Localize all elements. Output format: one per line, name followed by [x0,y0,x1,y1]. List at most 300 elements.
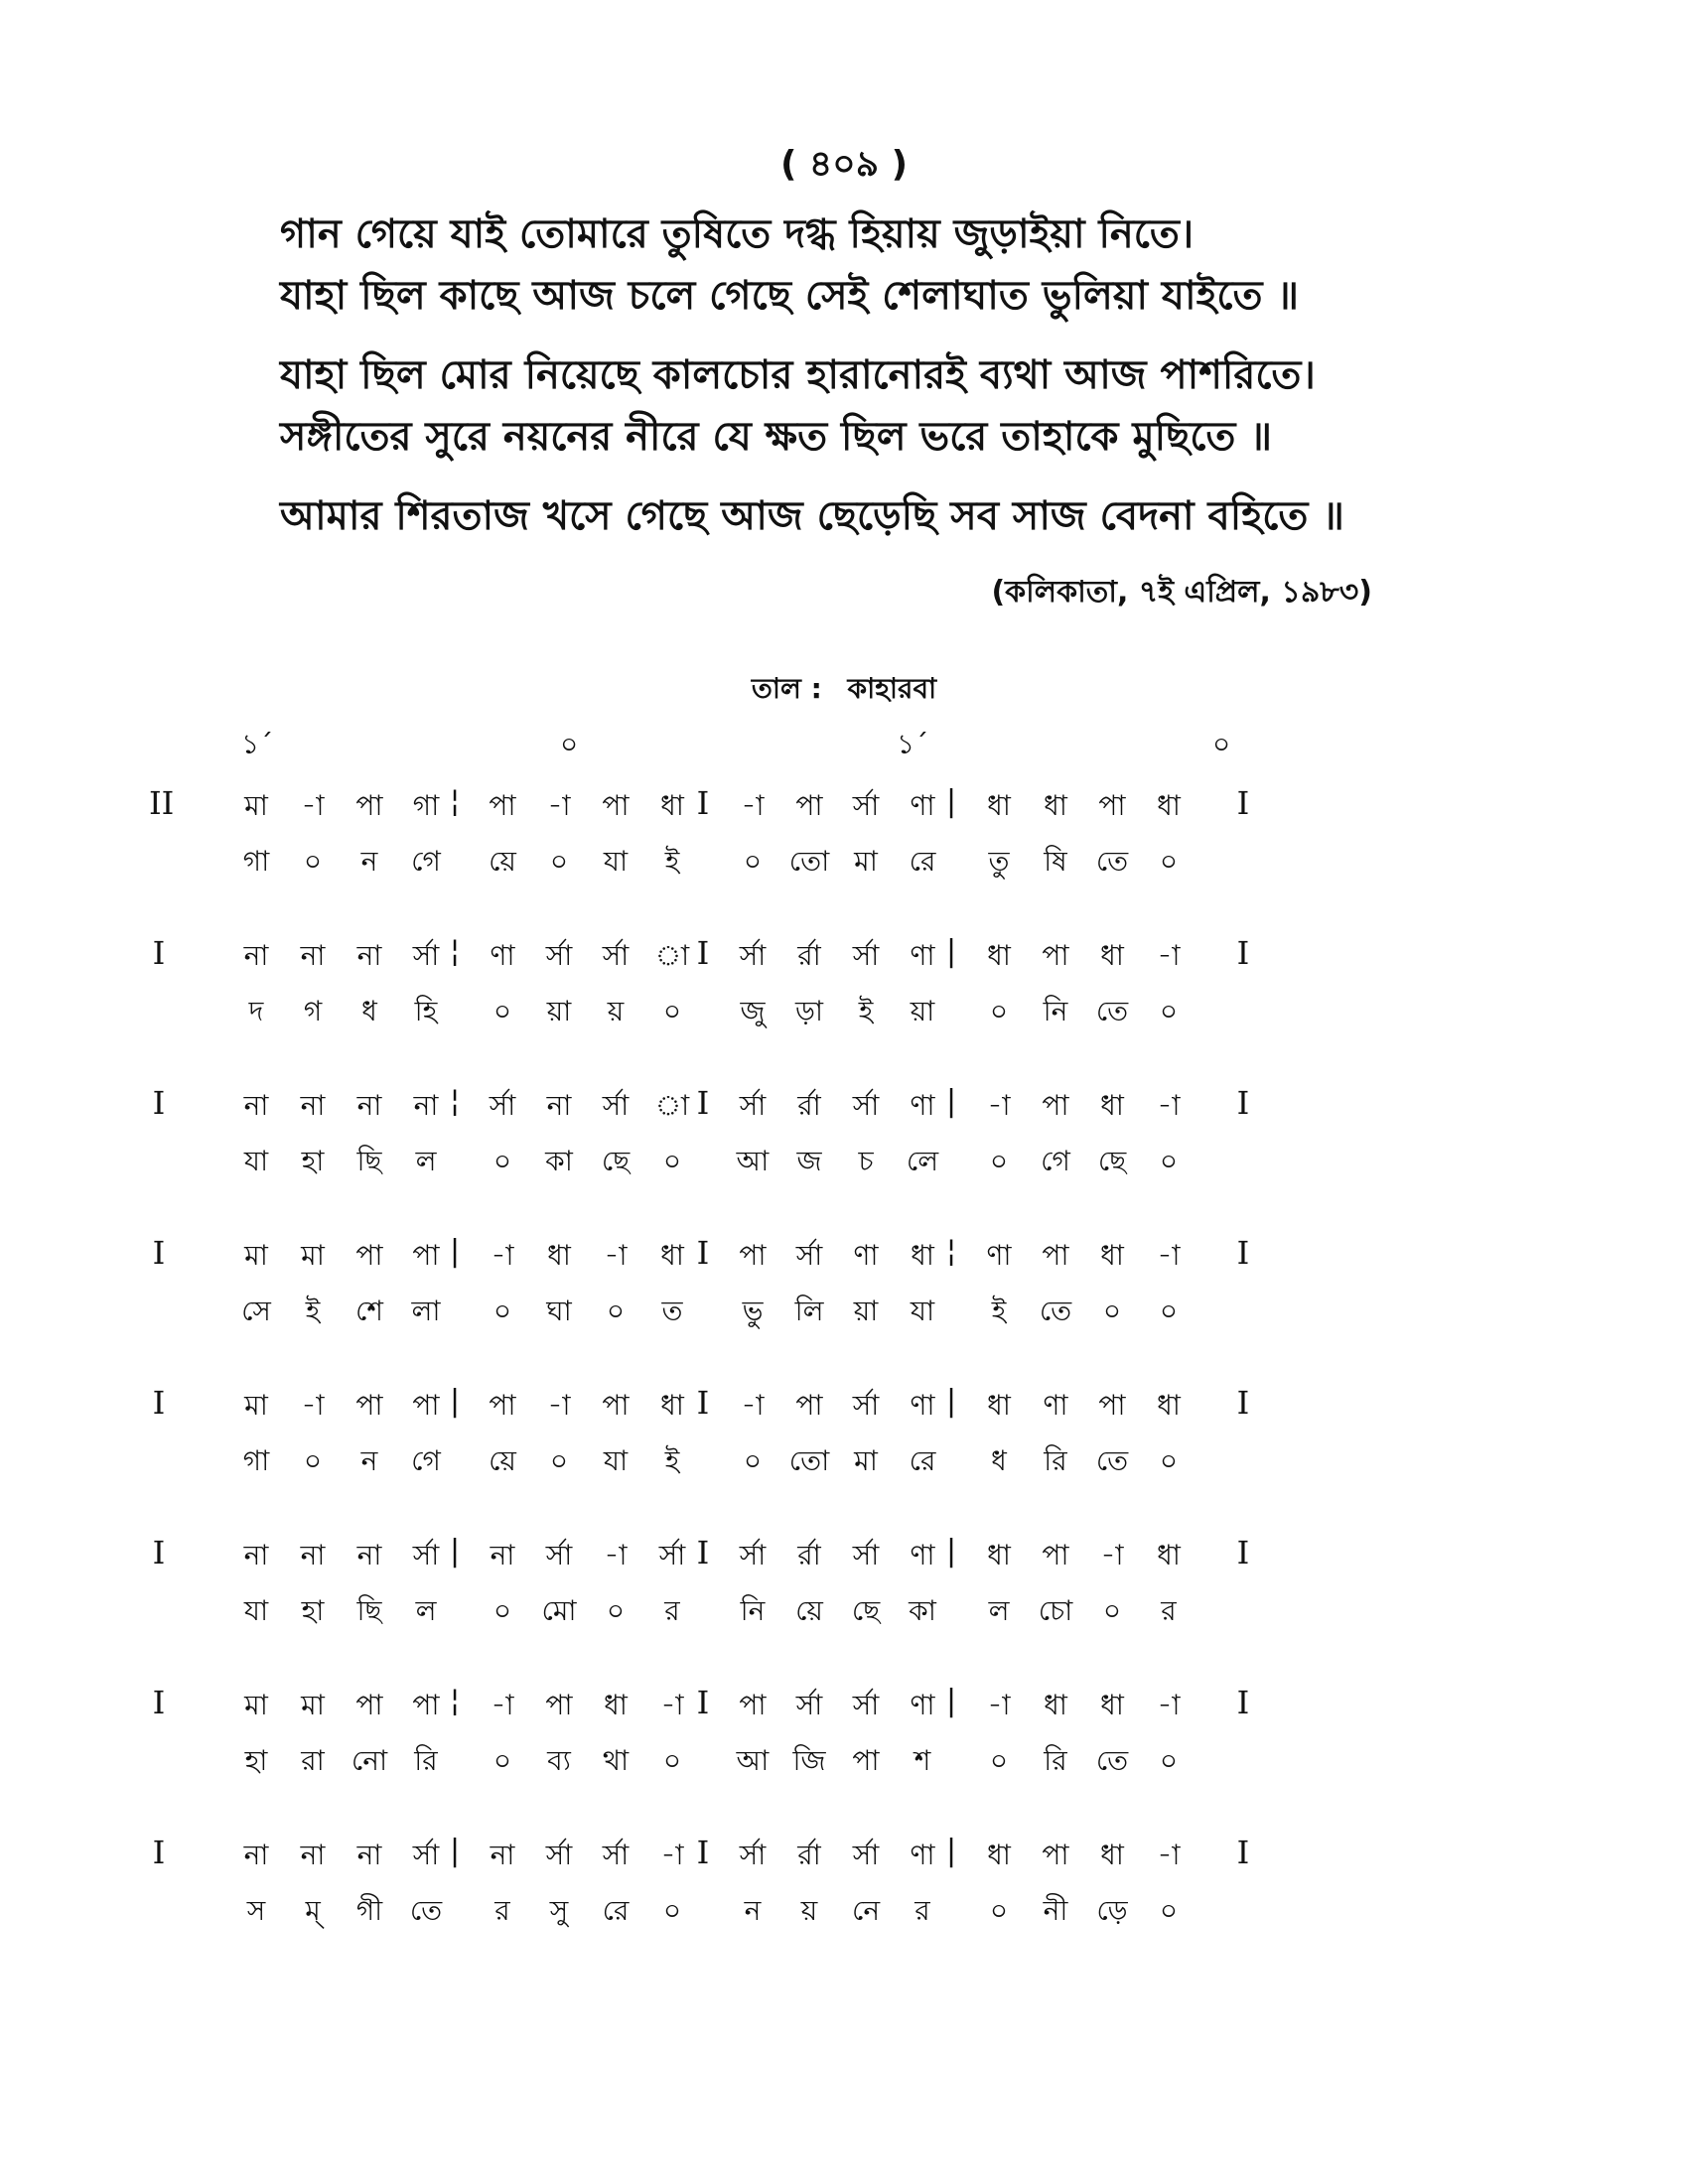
bar-line: I [1236,1084,1250,1122]
lyric-syllable: হা [301,1145,325,1177]
lyric-syllable: লা [411,1295,441,1327]
lyric-syllable: তে [1095,1444,1129,1477]
lyric-syllable: য় [800,1894,818,1927]
swara-note: র্সা [602,1839,630,1871]
swara-note: ধা [1100,1839,1124,1871]
lyric-syllable: নী [1043,1894,1068,1927]
lyric-syllable: য়ে [489,845,516,878]
lyric-syllable: যা [603,1444,629,1477]
swara-row [149,1234,1539,1274]
swara-note: র্রা [797,1839,821,1871]
lyric-syllable: ছি [356,1594,382,1627]
bar-line: I [1236,1834,1250,1871]
swara-note: ধা [1157,1389,1181,1422]
lyric-syllable: ই [664,1444,680,1477]
taal-label: তাল : [751,672,822,705]
swara-note: র্সা [545,1539,573,1571]
swara-note: -া [1157,1689,1181,1721]
notation-block [149,1226,1539,1376]
lyric-syllable: ছে [1097,1145,1127,1177]
swara-note: না [546,1089,572,1122]
lyric-syllable: ছে [851,1594,881,1627]
beat-mark: ০ [560,728,579,760]
swara-row [149,1384,1539,1424]
lyric-syllable: ০ [662,995,682,1027]
swara-note: র্সা [602,1089,630,1122]
bar-line: I [696,1834,710,1871]
bani-row [149,1140,1539,1179]
page-number: ( ৪০৯ ) [779,144,909,185]
swara-note: র্সা [852,939,880,972]
swara-note: মা [244,1239,268,1272]
beat-divider: | [449,1384,461,1419]
lyric-syllable: গা [242,845,270,878]
swara-note: া [654,1089,690,1122]
swara-note: পা [602,789,630,822]
beat-divider: | [449,1234,461,1269]
swara-note: -া [491,1689,514,1721]
lyric-syllable: ল [988,1594,1010,1627]
beat-divider: | [945,1384,957,1419]
swara-note: ধা [660,789,684,822]
lyric-syllable: ০ [743,845,763,878]
bar-line: II [149,784,175,822]
swara-note: র্সা [412,1839,440,1871]
swara-note: মা [244,1389,268,1422]
lyric-syllable: ন [360,845,378,878]
swara-note: না [243,1839,269,1871]
swara-note: না [300,1539,326,1571]
beat-divider: ¦ [449,1684,461,1718]
lyric-syllable: শ [914,1744,931,1777]
swara-note: র্সা [739,1539,767,1571]
lyric-syllable: নে [851,1894,881,1927]
bar-line: I [152,934,166,972]
lyric-syllable: ০ [549,1444,569,1477]
lyric-syllable: ল [415,1594,437,1627]
swara-note: ধা [1044,1689,1067,1721]
swara-note: র্সা [795,1239,823,1272]
lyric-syllable: আ [736,1145,770,1177]
swara-note: ধা [1100,1089,1124,1122]
swara-note: না [356,1539,382,1571]
lyric-syllable: য়ে [489,1444,516,1477]
lyric-syllable: ০ [492,1295,512,1327]
beat-divider: ¦ [945,1234,957,1269]
lyric-syllable: হা [244,1744,268,1777]
lyric-syllable: ন [360,1444,378,1477]
bar-line: I [1236,1234,1250,1272]
swara-note: -া [1157,939,1181,972]
swara-note: পা [355,1689,383,1721]
swara-note: না [356,1089,382,1122]
taal-name: কাহারবা [847,672,937,705]
swara-note: ধা [1100,939,1124,972]
lyric-syllable: ০ [1159,1145,1179,1177]
swara-note: পা [545,1689,573,1721]
bar-line: I [1236,1684,1250,1721]
swara-note: ধা [604,1689,628,1721]
swara-note: ধা [660,1389,684,1422]
lyric-syllable: লে [906,1145,939,1177]
bar-line: I [696,1534,710,1571]
lyric-syllable: নি [1043,995,1068,1027]
beat-divider: | [945,1084,957,1119]
swara-note: -া [301,789,325,822]
swara-note: না [300,1089,326,1122]
lyric-syllable: জি [792,1744,826,1777]
swara-note: পা [1042,939,1069,972]
swara-note: ণা [910,1689,935,1721]
swara-note: -া [491,1239,514,1272]
swara-note: না [413,1089,439,1122]
lyric-syllable: তে [1039,1295,1072,1327]
swara-note: র্সা [739,939,767,972]
lyric-syllable: রে [909,845,936,878]
lyric-syllable: ই [305,1295,321,1327]
lyric-line: গান গেয়ে যাই তোমারে তুষিতে দগ্ধ হিয়ায় জুড়াইয়া নিতে। [280,211,1195,257]
swara-note: মা [301,1689,325,1721]
taal-heading [0,667,1688,714]
swara-note: ধা [547,1239,571,1272]
swara-note: -া [547,789,571,822]
lyrics-stanza-3 [280,485,1452,547]
lyric-syllable: র [664,1594,680,1627]
lyric-syllable: য়া [853,1295,879,1327]
swara-note: পা [1042,1839,1069,1871]
lyric-syllable: ড়ে [1096,1894,1128,1927]
swara-note: না [356,939,382,972]
swara-note: র্সা [412,1539,440,1571]
beat-divider: | [449,1534,461,1569]
bani-row [149,840,1539,880]
swara-note: ধা [987,939,1011,972]
lyric-syllable: ধ [361,995,377,1027]
swara-note: না [300,939,326,972]
bar-line: I [1236,784,1250,822]
bar-line: I [696,1084,710,1122]
swara-note: পা [739,1689,767,1721]
swara-note: র্সা [852,1389,880,1422]
swara-note: র্সা [658,1539,686,1571]
notation-table [149,776,1539,1976]
lyric-syllable: যা [910,1295,935,1327]
swara-note: র্সা [489,1089,516,1122]
lyric-syllable: ০ [492,995,512,1027]
swara-note: র্সা [852,1539,880,1571]
bani-row [149,1739,1539,1779]
lyric-syllable: হা [301,1594,325,1627]
notation-block [149,776,1539,926]
lyric-line: আমার শিরতাজ খসে গেছে আজ ছেড়েছি সব সাজ বেদনা বহিতে ॥ [280,493,1344,539]
lyric-syllable: রি [1044,1744,1067,1777]
bar-line: I [696,934,710,972]
beat-mark: ১´ [897,728,929,760]
swara-note: পা [1098,789,1126,822]
lyric-syllable: ০ [1159,995,1179,1027]
lyric-syllable: তে [1095,845,1129,878]
swara-note: পা [739,1239,767,1272]
lyric-syllable: নো [351,1744,388,1777]
lyric-syllable: র [914,1894,930,1927]
swara-row [149,1834,1539,1873]
notation-block [149,1376,1539,1526]
swara-note: ধা [987,789,1011,822]
swara-note: -া [660,1839,684,1871]
swara-note: পা [355,1239,383,1272]
swara-note: ণা [853,1239,879,1272]
lyric-syllable: ০ [492,1145,512,1177]
swara-note: -া [660,1689,684,1721]
lyric-syllable: রি [1044,1444,1067,1477]
beat-divider: | [945,1534,957,1569]
swara-note: র্সা [412,939,440,972]
swara-note: র্রা [797,939,821,972]
lyric-syllable: ০ [1159,1444,1179,1477]
swara-note: ণা [910,1539,935,1571]
beat-divider: | [945,1684,957,1718]
notation-block [149,1076,1539,1226]
swara-note: ধা [1100,1239,1124,1272]
swara-note: ধা [911,1239,934,1272]
swara-row [149,784,1539,824]
bar-line: I [152,1684,166,1721]
lyrics [280,204,1452,565]
swara-note: র্সা [545,939,573,972]
swara-note: ণা [490,939,515,972]
swara-note: ধা [660,1239,684,1272]
lyric-syllable: তে [1095,995,1129,1027]
lyric-syllable: নি [740,1594,766,1627]
lyric-syllable: যা [243,1145,269,1177]
lyric-syllable: ছি [356,1145,382,1177]
bar-line: I [152,1234,166,1272]
swara-note: -া [301,1389,325,1422]
lyric-syllable: য়া [546,995,572,1027]
swara-note: পা [795,789,823,822]
beat-marks [0,723,1688,762]
lyric-syllable: লি [794,1295,824,1327]
lyric-syllable: যা [243,1594,269,1627]
swara-note: না [243,1539,269,1571]
lyric-syllable: ব্য [547,1744,571,1777]
lyric-syllable: গে [1041,1145,1070,1177]
lyric-syllable: পা [852,1744,880,1777]
lyric-syllable: ০ [1159,1744,1179,1777]
lyric-syllable: ড়া [794,995,824,1027]
swara-note: পা [489,789,516,822]
beat-divider: | [449,1834,461,1868]
swara-note: না [356,1839,382,1871]
swara-note: না [243,939,269,972]
swara-note: ধা [987,1539,1011,1571]
swara-note: পা [602,1389,630,1422]
lyric-syllable: তে [409,1894,443,1927]
lyric-syllable: রে [602,1894,630,1927]
lyric-syllable: য়ে [795,1594,823,1627]
lyric-syllable: য়া [910,995,935,1027]
lyric-syllable: তে [1095,1744,1129,1777]
lyric-syllable: ই [664,845,680,878]
swara-note: -া [1157,1089,1181,1122]
swara-note: মা [301,1239,325,1272]
lyric-syllable: ষি [1044,845,1067,878]
lyric-syllable: হি [414,995,438,1027]
lyric-syllable: আ [736,1744,770,1777]
lyric-syllable: স [246,1894,266,1927]
lyric-syllable: গ [303,995,323,1027]
lyric-syllable: ০ [606,1295,626,1327]
swara-note: ণা [910,939,935,972]
bar-line: I [1236,1384,1250,1422]
lyrics-stanza-1 [280,204,1452,327]
swara-note: র্সা [852,1839,880,1871]
swara-note: না [243,1089,269,1122]
lyric-syllable: ন [744,1894,762,1927]
lyric-syllable: ০ [662,1744,682,1777]
lyric-syllable: কা [909,1594,936,1627]
lyric-syllable: র [1161,1594,1177,1627]
bani-row [149,1439,1539,1479]
lyric-syllable: ০ [662,1145,682,1177]
lyric-syllable: ত [661,1295,683,1327]
lyric-syllable: ০ [989,1744,1009,1777]
lyric-syllable: ল [415,1145,437,1177]
swara-note: ধা [987,1389,1011,1422]
bani-row [149,1589,1539,1629]
lyric-syllable: মা [854,845,878,878]
swara-note: পা [1042,1239,1069,1272]
swara-note: র্রা [797,1089,821,1122]
swara-note: ণা [910,789,935,822]
swara-note: র্সা [795,1689,823,1721]
swara-note: র্সা [739,1839,767,1871]
lyric-syllable: থা [602,1744,630,1777]
beat-divider: ¦ [449,934,461,969]
swara-note: ণা [910,1089,935,1122]
swara-note: ধা [1100,1689,1124,1721]
lyric-syllable: রে [909,1444,936,1477]
lyric-syllable: ০ [1102,1295,1122,1327]
lyric-syllable: ঘা [546,1295,572,1327]
lyric-line: যাহা ছিল মোর নিয়েছে কালচোর হারানোরই ব্যথা আজ পাশরিতে। [280,352,1316,398]
bani-row [149,1290,1539,1329]
lyric-syllable: চ [858,1145,874,1177]
swara-note: না [490,1539,515,1571]
lyric-syllable: ০ [989,995,1009,1027]
swara-note: পা [355,789,383,822]
lyric-syllable: ০ [303,1444,323,1477]
colophon: (কলিকাতা, ৭ই এপ্রিল, ১৯৮৩) [991,575,1372,610]
bar-line: I [1236,1534,1250,1571]
bar-line: I [1236,934,1250,972]
lyric-syllable: চো [1038,1594,1073,1627]
swara-note: র্সা [852,1689,880,1721]
lyric-syllable: দ [248,995,264,1027]
swara-note: গা [412,789,440,822]
lyric-syllable: ০ [549,845,569,878]
lyric-syllable: ০ [606,1594,626,1627]
beat-divider: | [945,934,957,969]
bar-line: I [696,1384,710,1422]
lyric-syllable: জু [740,995,766,1027]
lyric-syllable: ০ [1102,1594,1122,1627]
swara-note: -া [604,1239,628,1272]
swara-row [149,1084,1539,1124]
swara-note: -া [987,1089,1011,1122]
lyric-syllable: সে [241,1295,271,1327]
bar-line: I [152,1084,166,1122]
swara-note: পা [355,1389,383,1422]
lyric-syllable: রা [301,1744,325,1777]
lyric-syllable: ধ [991,1444,1007,1477]
beat-divider: ¦ [449,1084,461,1119]
lyric-syllable: রি [414,1744,438,1777]
swara-note: ণা [986,1239,1012,1272]
swara-note: -া [1100,1539,1124,1571]
swara-note: -া [547,1389,571,1422]
beat-mark: ০ [1212,728,1231,760]
notation-block [149,926,1539,1076]
lyric-syllable: তো [788,1444,830,1477]
swara-note: মা [244,789,268,822]
lyric-syllable: গা [242,1444,270,1477]
swara-note: র্সা [602,939,630,972]
swara-note: -া [741,1389,765,1422]
swara-note: মা [244,1689,268,1721]
lyric-syllable: গে [411,1444,441,1477]
swara-note: -া [1157,1839,1181,1871]
swara-note: ধা [1157,1539,1181,1571]
lyrics-stanza-2 [280,344,1452,468]
lyric-syllable: তো [788,845,830,878]
lyric-syllable: যা [603,845,629,878]
lyric-line: সঙ্গীতের সুরে নয়নের নীরে যে ক্ষত ছিল ভরে তাহাকে মুছিতে ॥ [280,414,1272,460]
lyric-syllable: ০ [303,845,323,878]
beat-mark: ১´ [241,728,274,760]
lyric-syllable: ০ [1159,1894,1179,1927]
bar-line: I [696,1684,710,1721]
bani-row [149,1889,1539,1929]
swara-note: ণা [910,1389,935,1422]
lyric-syllable: ম্ [305,1894,321,1927]
beat-divider: ¦ [449,784,461,819]
lyric-syllable: শে [355,1295,383,1327]
lyric-syllable: মো [541,1594,577,1627]
swara-note: পা [795,1389,823,1422]
swara-note: -া [741,789,765,822]
swara-note: ধা [1044,789,1067,822]
bar-line: I [696,784,710,822]
swara-note: পা [1098,1389,1126,1422]
swara-note: পা [412,1389,440,1422]
lyric-syllable: ০ [989,1145,1009,1177]
notation-block [149,1676,1539,1826]
swara-note: র্সা [545,1839,573,1871]
swara-note: ণা [1043,1389,1068,1422]
swara-note: ধা [987,1839,1011,1871]
lyric-syllable: ০ [492,1594,512,1627]
swara-note: পা [412,1689,440,1721]
bani-row [149,990,1539,1029]
bar-line: I [696,1234,710,1272]
lyric-syllable: ০ [1159,845,1179,878]
lyric-syllable: মা [854,1444,878,1477]
lyric-syllable: কা [545,1145,573,1177]
swara-note: র্রা [797,1539,821,1571]
lyric-syllable: গী [355,1894,383,1927]
lyric-syllable: গে [411,845,441,878]
